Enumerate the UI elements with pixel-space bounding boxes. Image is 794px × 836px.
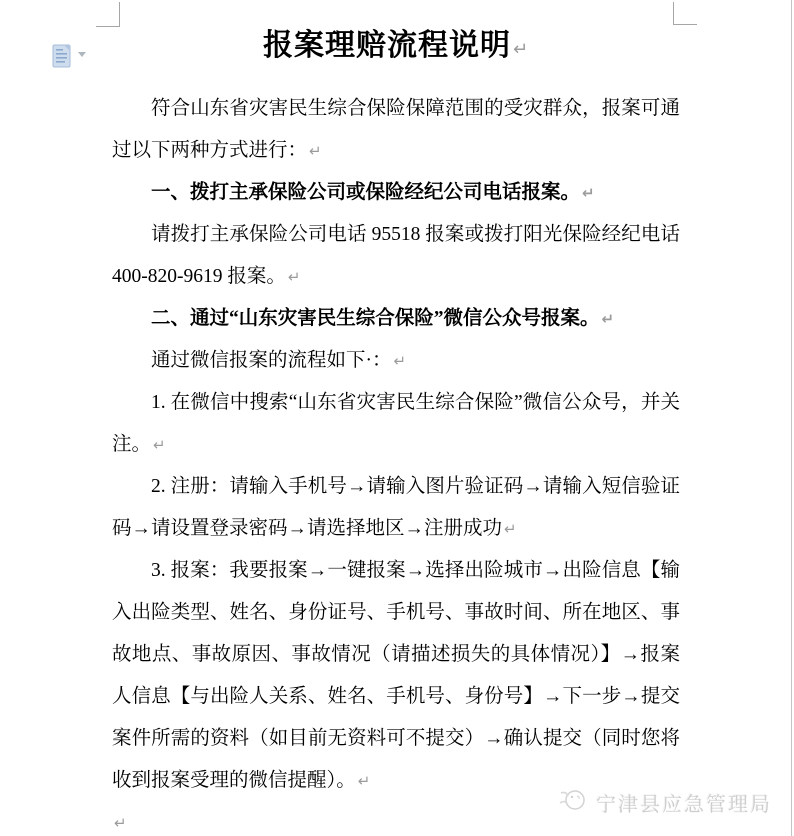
paragraph-mark: ↵	[287, 268, 301, 286]
paragraph-step-1-follow: 1. 在微信中搜索“山东省灾害民生综合保险”微信公众号，并关注。 ↵	[112, 382, 680, 466]
paragraph-mark: ↵	[357, 772, 371, 790]
paragraph-mark: ↵	[153, 436, 166, 454]
paragraph-mark: ↵	[114, 814, 127, 832]
paragraph-mark: ↵	[582, 184, 595, 202]
paragraph-mark: ↵	[504, 520, 517, 538]
paste-options-icon[interactable]	[52, 44, 73, 75]
heading-method-1-phone: 一、拨打主承保险公司或保险经纪公司电话报案。 ↵	[112, 172, 680, 214]
paragraph-mark: ↵	[601, 310, 615, 328]
document-content	[112, 22, 680, 836]
paragraph-phone-numbers: 请拨打主承保险公司电话 95518 报案或拨打阳光保险经纪电话 400-820-9619 报案。 ↵	[112, 214, 680, 298]
paragraph-step-2-register: 2. 注册：请输入手机号→请输入图片验证码→请输入短信验证码→请设置登录密码→请选择地区→注册成功 ↵	[112, 466, 680, 550]
paragraph-intro: 符合山东省灾害民生综合保险保障范围的受灾群众，报案可通过以下两种方式进行： ↵	[112, 88, 680, 172]
empty-paragraph	[112, 802, 680, 836]
watermark-text: 宁津县应急管理局	[596, 794, 772, 816]
paragraph-mark: ↵	[309, 142, 322, 160]
document-title	[112, 22, 680, 88]
paste-options-button[interactable]	[52, 44, 86, 75]
heading-method-2-wechat: 二、通过“山东灾害民生综合保险”微信公众号报案。 ↵	[112, 298, 680, 340]
paste-options-dropdown-arrow-icon[interactable]	[78, 52, 86, 57]
paragraph-wechat-flow-intro: 通过微信报案的流程如下·： ↵	[112, 340, 680, 382]
paragraph-mark: ↵	[512, 39, 530, 60]
page-edge	[791, 0, 792, 836]
paragraph-mark: ↵	[393, 352, 407, 370]
paragraph-step-3-report: 3. 报案：我要报案→一键报案→选择出险城市→出险信息【输入出险类型、姓名、身份证号、手机号、事故时间、所在地区、事故地点、事故原因、事故情况（请描述损失的具体情况）】→报案人信息【与出险人关系、姓名、手机号、身份号】→下一步→提交案件所需的资料（如目前无资料可不提交）→确认提交（同时您将收到报案受理的微信提醒）。 ↵	[112, 550, 680, 802]
document-title-text: 报案理赔流程说明	[262, 29, 511, 62]
